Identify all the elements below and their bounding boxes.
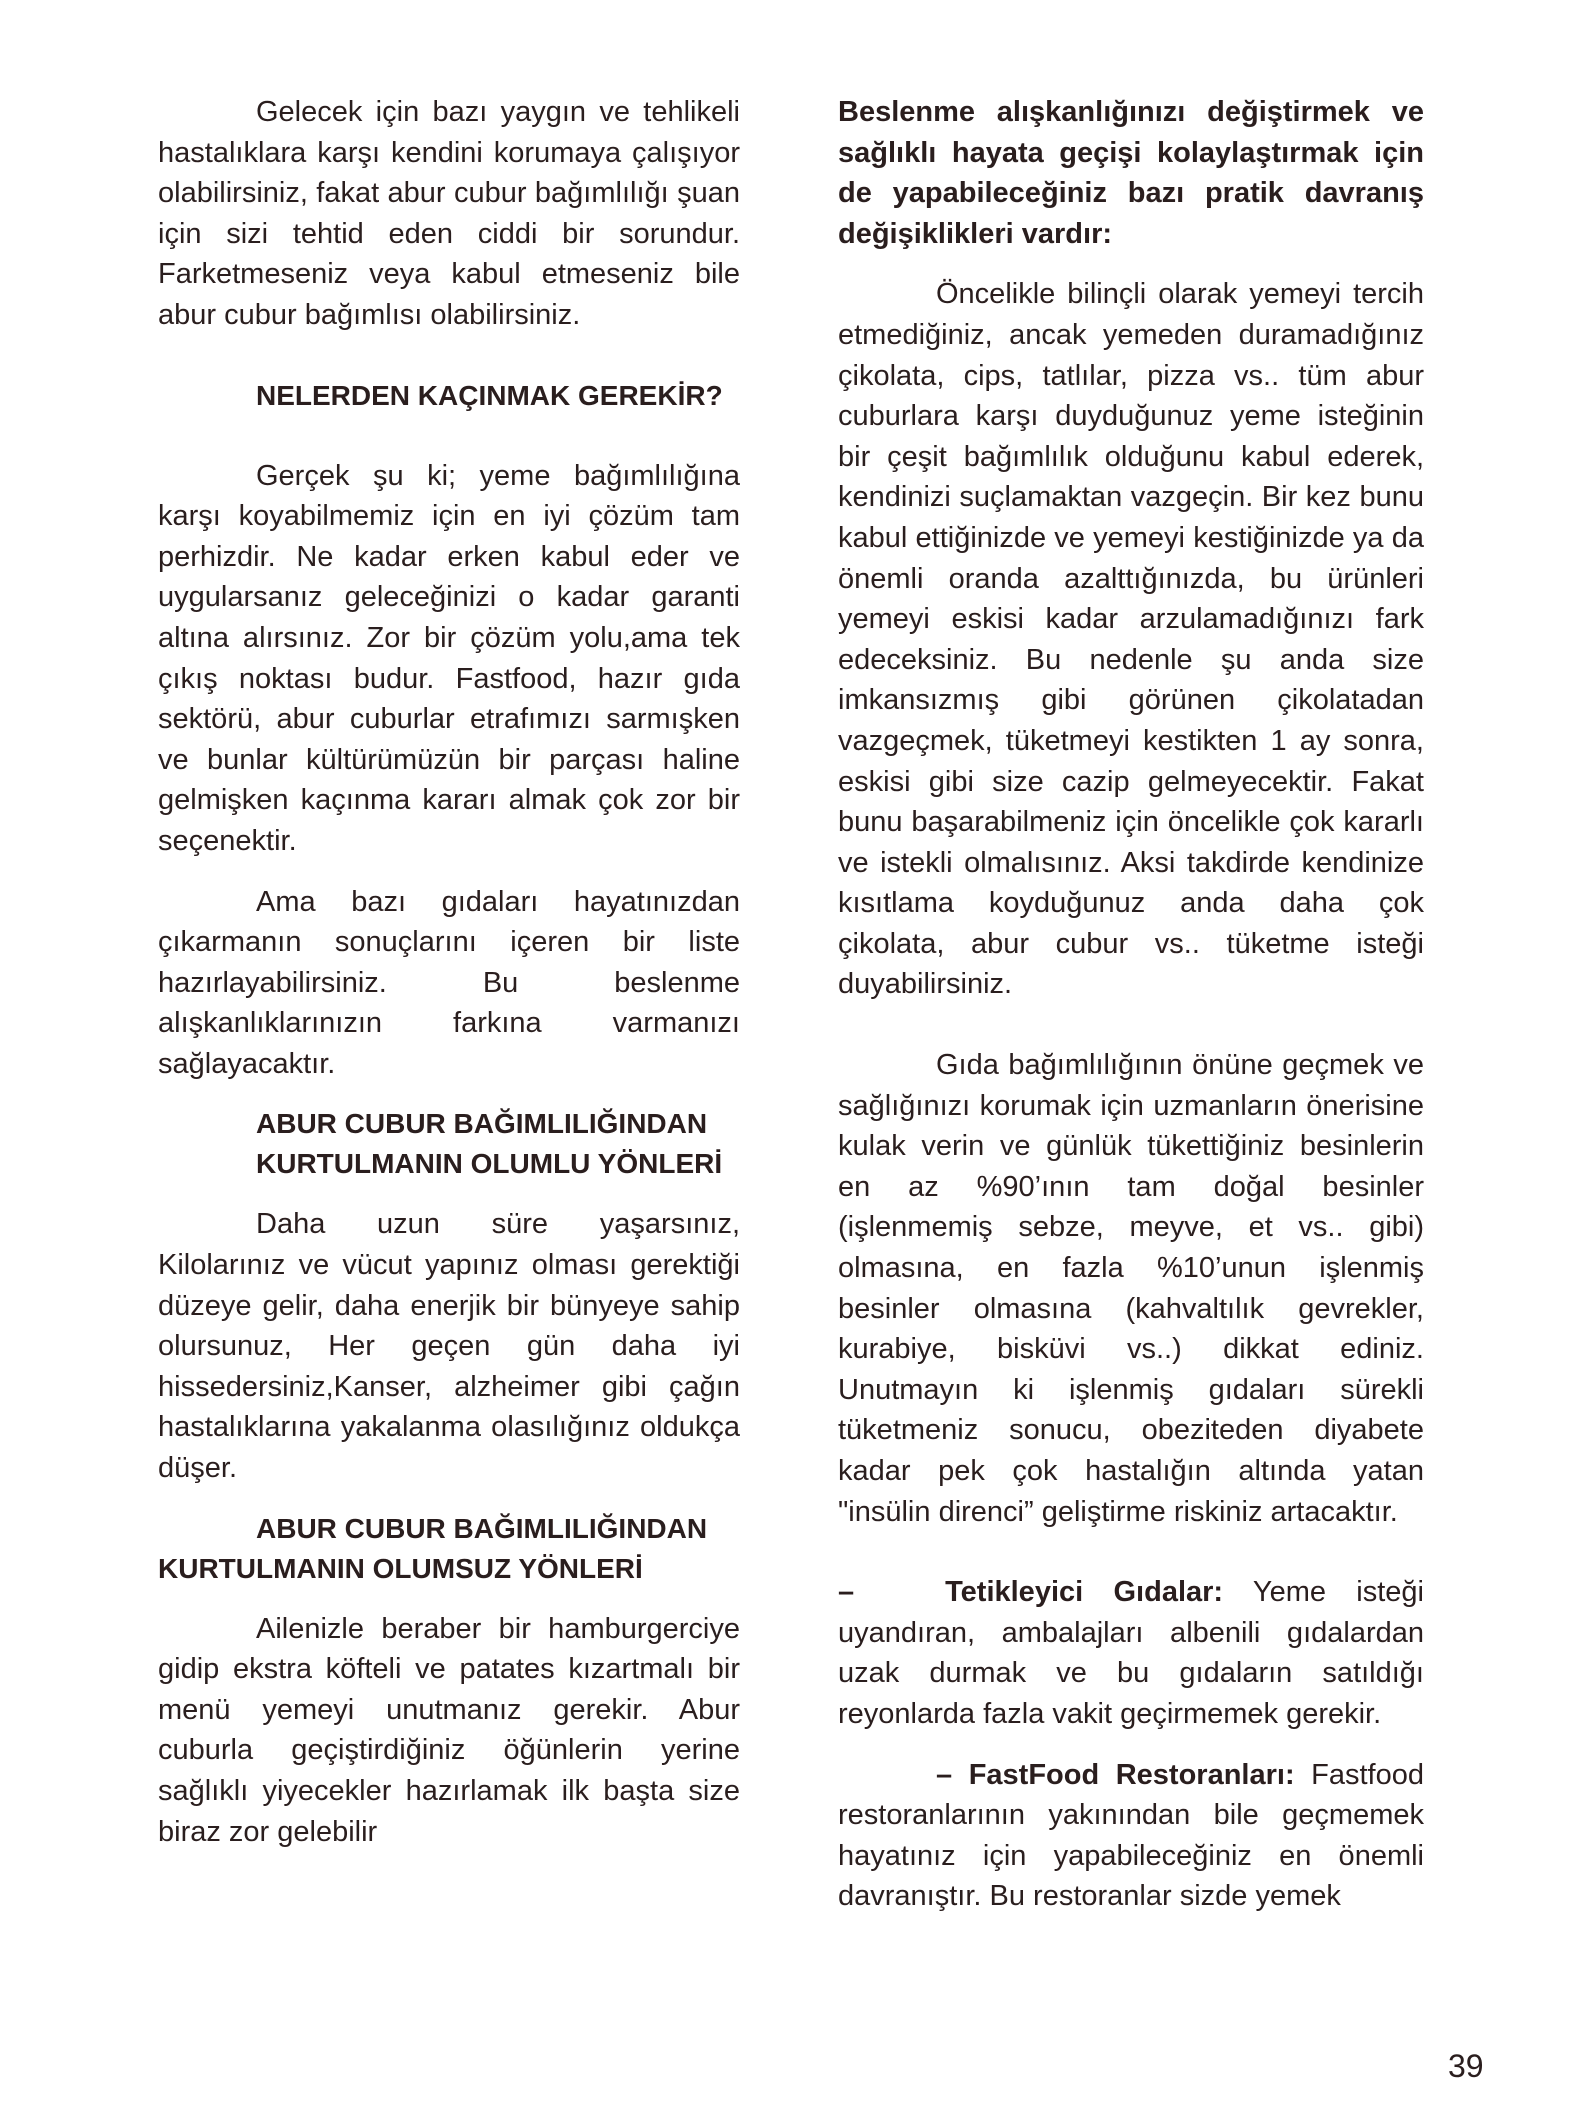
heading-positive-line1: ABUR CUBUR BAĞIMLILIĞINDAN (256, 1108, 708, 1140)
heading-what-to-avoid: NELERDEN KAÇINMAK GEREKİR? (256, 379, 723, 411)
list-term: Tetikleyici Gıdalar: (945, 1576, 1224, 1609)
list-term: FastFood Restoranları: (968, 1758, 1295, 1791)
list-dash: – (936, 1758, 953, 1791)
paragraph-positive: Daha uzun süre yaşarsınız, Kilolarınız ve vücut yapınız olması gerektiği düzeye gelir, daha enerjik bir bünyeye sahip olursunuz, Her geçen gün daha iyi hissedersiniz,Kanser, alzheimer gibi çağın hastalıklarına yakalanma olasılığınız oldukça düşer. (158, 1208, 740, 1485)
heading-negative-aspects (158, 1509, 740, 1589)
paragraph-abstinence: Gerçek şu ki; yeme bağımlılığına karşı koyabilmemiz için en iyi çözüm tam perhizdir. Ne kadar erken kabul eder ve uygularsanız geleceğinizi o kadar garanti altına alırsınız. Zor bir çözüm yolu,ama tek çıkış noktası budur. Fastfood, hazır gıda sektörü, abur cuburlar etrafımızı sarmışken ve bunlar kültürümüzün bir parçası haline gelmişken kaçınma kararı almak çok zor bir seçenektir. (158, 459, 740, 857)
list-item-fastfood (838, 1755, 1424, 1917)
right-column (838, 92, 1424, 1917)
heading-negative-line2: KURTULMANIN OLUMSUZ YÖNLERİ (158, 1552, 643, 1584)
heading-positive-aspects (158, 1104, 740, 1184)
paragraph-list: Ama bazı gıdaları hayatınızdan çıkarmanın sonuçlarını içeren bir liste hazırlayabilirsiniz. Bu beslenme alışkanlıklarınızın farkına varmanızı sağlayacaktır. (158, 885, 740, 1080)
list-item-trigger-foods (838, 1572, 1424, 1734)
list-text: Fastfood restoranlarının yakınından bile geçmemek hayatınız için yapabileceğiniz en önemli davranıştır. Bu restoranlar sizde yemek (838, 1758, 1424, 1913)
paragraph-negative: Ailenizle beraber bir hamburgerciye gidip ekstra köfteli ve patates kızartmalı bir menü yemeyi unutmanız gerekir. Abur cuburla geçiştirdiğiniz öğünlerin yerine sağlıklı yiyecekler hazırlamak ilk başta size biraz zor gelebilir (158, 1612, 740, 1848)
heading-negative-line1: ABUR CUBUR BAĞIMLILIĞINDAN (256, 1512, 708, 1544)
paragraph-expert-advice: Gıda bağımlılığının önüne geçmek ve sağlığınızı korumak için uzmanların önerisine kulak verin ve günlük tükettiğiniz besinlerin en az %90’ının tam doğal besinler (işlenmemiş sebze, meyve, et vs.. gibi) olmasına, en fazla %10’unun işlenmiş besinler olmasına (kahvaltılık gevrekler, kurabiye, bisküvi vs..) dikkat ediniz. Unutmayın ki işlenmiş gıdaları sürekli tüketmeniz sonucu, obeziteden diyabete kadar pek çok hastalığın altında yatan "insülin direnci” geliştirme riskiniz artacaktır. (838, 1049, 1424, 1528)
list-text: Yeme isteği uyandıran, ambalajları albenili gıdalardan uzak durmak ve bu gıdaların satıldığı reyonlarda fazla vakit geçirmemek gerekir. (838, 1576, 1424, 1730)
paragraph-awareness: Öncelikle bilinçli olarak yemeyi tercih etmediğiniz, ancak yemeden duramadığınız çikolata, cips, tatlılar, pizza vs.. tüm abur cuburlara karşı duyduğunuz yeme isteğinin bir çeşit bağımlılık olduğunu kabul ederek, kendinizi suçlamaktan vazgeçin. Bir kez bunu kabul ettiğinizde ve yemeyi kestiğinizde ya da önemli oranda azalttığınızda, bu ürünleri yemeyi eskisi kadar arzulamadığınızı fark edeceksiniz. Bu nedenle şu anda size imkansızmış gibi görünen çikolatadan vazgeçmek, tüketmeyi kestikten 1 ay sonra, eskisi gibi size cazip gelmeyecektir. Fakat bunu başarabilmeniz için öncelikle çok kararlı ve istekli olmalısınız. Aksi takdirde kendinize kısıtlama koyduğunuz anda daha çok çikolata, abur cubur vs.. tüketme isteği duyabilirsiniz. (838, 278, 1424, 1001)
list-dash: – (838, 1576, 855, 1609)
left-column (158, 92, 740, 1852)
paragraph-intro: Gelecek için bazı yaygın ve tehlikeli hastalıklara karşı kendini korumaya çalışıyor olabilirsiniz, fakat abur cubur bağımlılığı şuan için sizi tehtid eden ciddi bir sorundur. Farketmeseniz veya kabul etmeseniz bile abur cubur bağımlısı olabilirsiniz. (158, 96, 740, 331)
page-number: 39 (1448, 2048, 1484, 2084)
heading-positive-line2: KURTULMANIN OLUMLU YÖNLERİ (256, 1148, 723, 1180)
paragraph-lead: Beslenme alışkanlığınızı değiştirmek ve sağlıklı hayata geçişi kolaylaştırmak için de yapabileceğiniz bazı pratik davranış değişiklikleri vardır: (838, 96, 1424, 250)
